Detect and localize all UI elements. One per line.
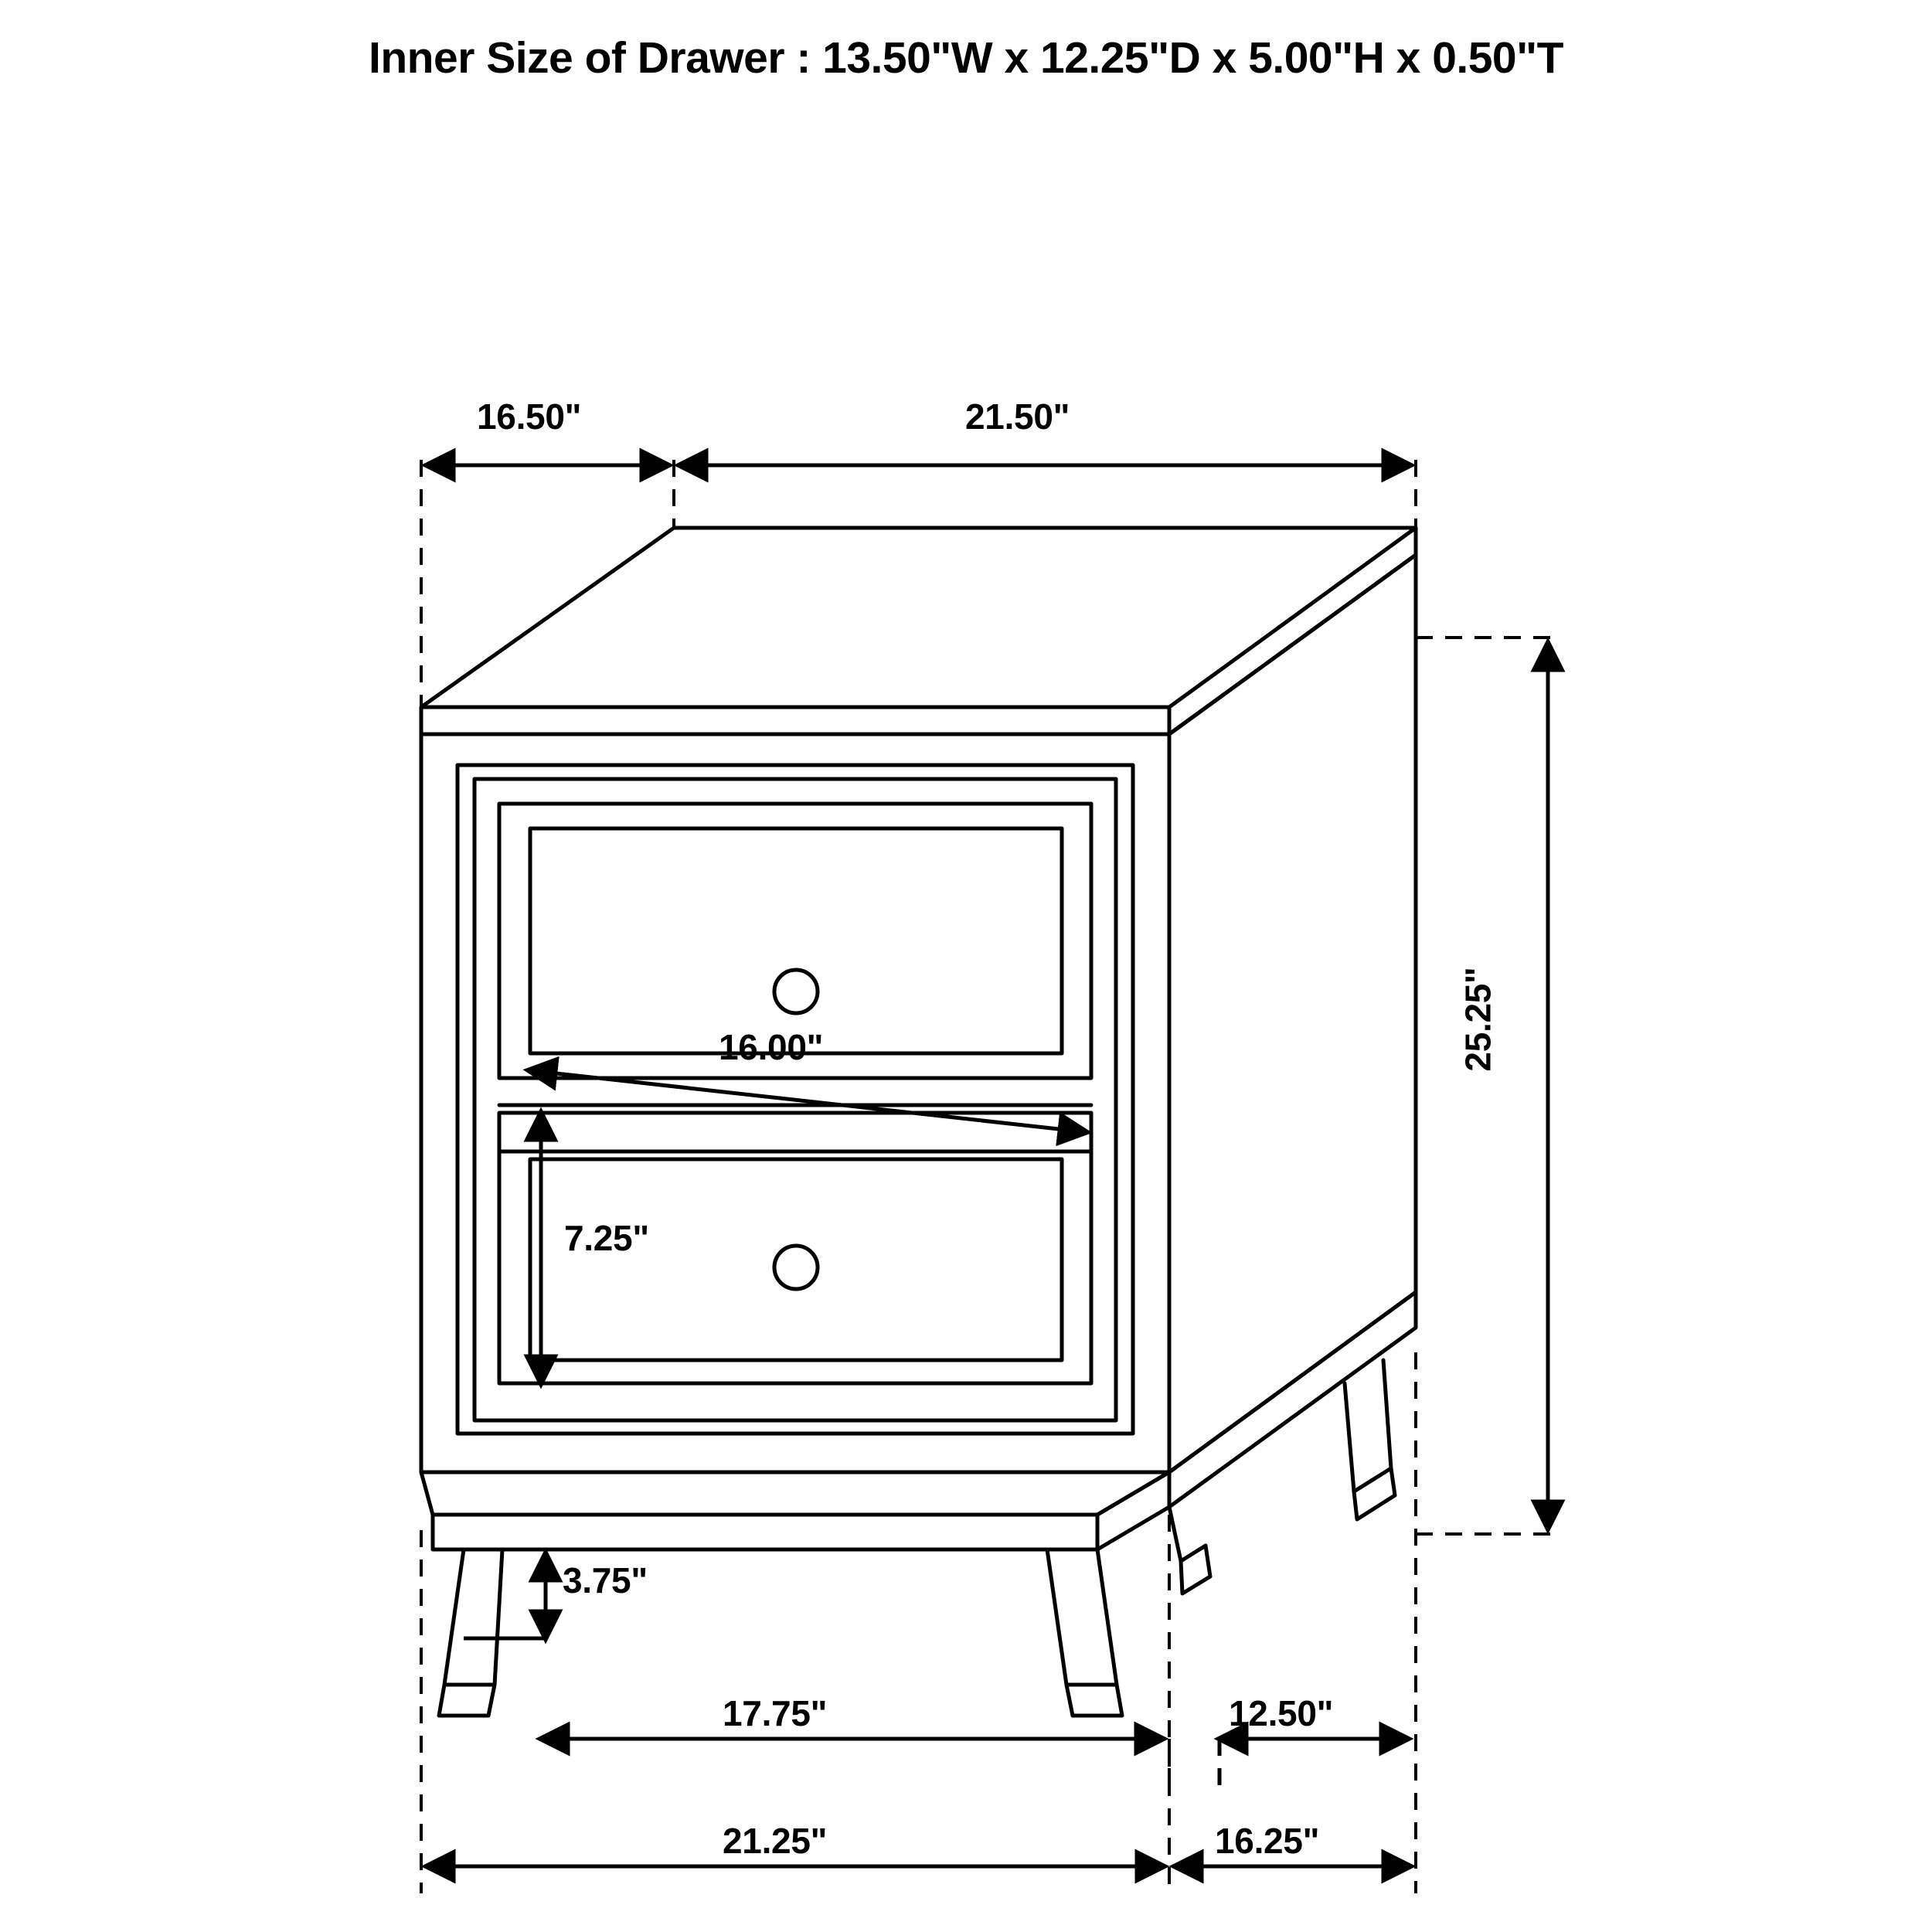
dimension-arrows — [427, 465, 1548, 1866]
drawer-upper-knob — [774, 970, 818, 1013]
extension-lines — [421, 460, 1553, 1893]
cabinet-top-surface — [421, 528, 1416, 734]
leg-front-left — [439, 1549, 502, 1716]
dimension-label-top-right-width: 21.50" — [965, 396, 1070, 437]
dimension-label-drawer-width: 16.00" — [719, 1027, 824, 1067]
dimension-label-base-front-width: 17.75" — [723, 1693, 828, 1733]
cabinet-side-face — [1169, 555, 1416, 1472]
dimension-label-right-height: 25.25" — [1458, 967, 1498, 1072]
dimension-label-drawer-height: 7.25" — [564, 1218, 649, 1258]
dimension-label-leg-height: 3.75" — [563, 1560, 648, 1600]
dimension-label-base-side-depth: 12.50" — [1229, 1693, 1334, 1733]
cabinet-base-skirt — [421, 1472, 1169, 1549]
dimension-label-overall-side-depth: 16.25" — [1215, 1821, 1320, 1861]
leg-back-left — [1169, 1507, 1210, 1594]
leg-back-right — [1345, 1360, 1395, 1519]
dimension-label-overall-front-width: 21.25" — [723, 1821, 828, 1861]
dimension-label-top-left-depth: 16.50" — [477, 396, 582, 437]
leg-front-right — [1047, 1549, 1122, 1716]
page-title: Inner Size of Drawer : 13.50"W x 12.25"D x 5.00"H x 0.50"T — [369, 33, 1563, 83]
drawer-lower-knob — [774, 1246, 818, 1289]
